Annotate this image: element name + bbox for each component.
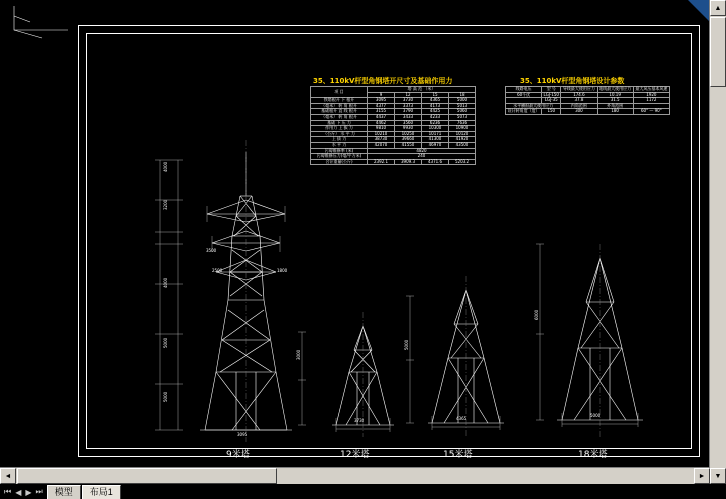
dim-label: 5000 — [163, 391, 168, 402]
scroll-up-button[interactable]: ▲ — [710, 0, 726, 16]
table-row: 基础根开 直 线 根开 3155 3790 4425 5060 — [311, 109, 476, 115]
dim-base-15m: 4365 — [456, 416, 467, 421]
tower-caption-12m: 12米塔 — [340, 450, 370, 460]
table-row: 合计重量(公斤) 2392.1 3909.3 4371.6 5203.2 — [311, 159, 476, 165]
ucs-icon — [12, 0, 72, 40]
table-row: 水 平 力 42070 41550 46970 43500 — [311, 142, 476, 148]
dim-label: 3200 — [163, 199, 168, 210]
tab-nav-buttons[interactable] — [0, 485, 47, 499]
horizontal-scrollbar[interactable] — [0, 467, 710, 484]
last-tab-icon[interactable]: ⏭ — [35, 487, 43, 496]
dim-label: 3500 — [206, 248, 217, 253]
table1-title: 35、110kV杆型角钢塔开尺寸及基础作用力 — [313, 77, 453, 85]
layout-tab-bar[interactable] — [0, 484, 726, 499]
vertical-scrollbar[interactable] — [709, 0, 726, 484]
table-tower-dimensions: 项 目 塔 高 范 （米） 9 12 15 18 铁塔根开 下 根开 3095 3730 4365 5000 （毫米） 转 角 根开 4377 3373 4173 5013 基础根开 直 线 根开 3155 3790 4425 5060 （毫米） 转 角 根开 4437 3433 4233 5073 基础 下 压 力 4462 3560 6236 7636 作用力 上 拔 力 9810 9930 10300 10900 （公斤） 水 平 力 10210 10250 10171 10120 上 拔 力 38730 39660 41300 41920 水 平 力 42070 41550 46970 43500 污碍维修率 (米) 4820 污碍维修压力(毫/平方米) 240 合计重量(公斤) 2392.1 3909.3 4371.6 5203.2 — [310, 86, 476, 165]
horizontal-scroll-thumb[interactable] — [17, 468, 277, 484]
table-row: 基础 下 压 力 4462 3560 6236 7636 — [311, 120, 476, 126]
table-row: 设计转角度（度） 150 300 180 60° — 90° — [506, 109, 670, 115]
dim-base-9m: 3095 — [237, 432, 248, 437]
table-row: 作用力 上 拔 力 9810 9930 10300 10900 — [311, 126, 476, 132]
table-row: 上 拔 力 38730 39660 41300 41920 — [311, 137, 476, 143]
dim-label: 2500 — [212, 268, 223, 273]
dim-label: 5000 — [404, 339, 409, 350]
table-row: 铁塔根开 下 根开 3095 3730 4365 5000 — [311, 98, 476, 104]
table-row: （毫米） 转 角 根开 4437 3433 4233 5073 — [311, 114, 476, 120]
scroll-right-button[interactable]: ► — [694, 468, 710, 484]
dim-label: 1800 — [277, 268, 288, 273]
scroll-down-button[interactable]: ▼ — [710, 468, 726, 484]
table-design-parameters: 线路电压 型 号 导线最大使用应力 地线最大使用应力 最大风压基本风速 60千伏 LGJ-150 174.6 10.19 1920 LGJ-35 37.8 31.5 1172 水平横担最大使用应力 内角范围 外角范围 设计转角度（度） 150 300 180 60° — 90° — [505, 86, 670, 115]
dim-label: 5000 — [163, 337, 168, 348]
vertical-scroll-thumb[interactable] — [710, 17, 726, 87]
tab-model[interactable]: 模型 — [47, 485, 81, 499]
tab-layout1[interactable]: 布局1 — [82, 485, 121, 499]
dim-base-12m: 3730 — [354, 418, 365, 423]
scroll-left-button[interactable]: ◄ — [0, 468, 16, 484]
table-row: 水平横担最大使用应力 内角范围 外角范围 — [506, 103, 670, 109]
table-row: 60千伏 LGJ-150 174.6 10.19 1920 — [506, 92, 670, 98]
prev-tab-icon[interactable]: ◀ — [15, 487, 22, 497]
table-row: （毫米） 转 角 根开 4377 3373 4173 5013 — [311, 103, 476, 109]
table-row: （公斤） 水 平 力 10210 10250 10171 10120 — [311, 131, 476, 137]
dim-base-18m: 5000 — [590, 413, 601, 418]
tower-caption-15m: 15米塔 — [443, 450, 473, 460]
table2-title: 35、110kV杆型角钢塔设计参数 — [520, 77, 625, 85]
table-row: 污碍维修率 (米) 4820 — [311, 148, 476, 154]
table-row: LGJ-35 37.8 31.5 1172 — [506, 98, 670, 104]
tower-caption-18m: 18米塔 — [578, 450, 608, 460]
tower-caption-9m: 9米塔 — [226, 450, 250, 460]
dim-label: 3000 — [296, 349, 301, 360]
first-tab-icon[interactable]: ⏮ — [4, 487, 12, 496]
table-row: 污碍维修压力(毫/平方米) 240 — [311, 154, 476, 160]
dim-label: 4000 — [163, 277, 168, 288]
next-tab-icon[interactable]: ▶ — [25, 487, 32, 497]
dim-label: 6000 — [534, 309, 539, 320]
dim-label: 4000 — [163, 161, 168, 172]
